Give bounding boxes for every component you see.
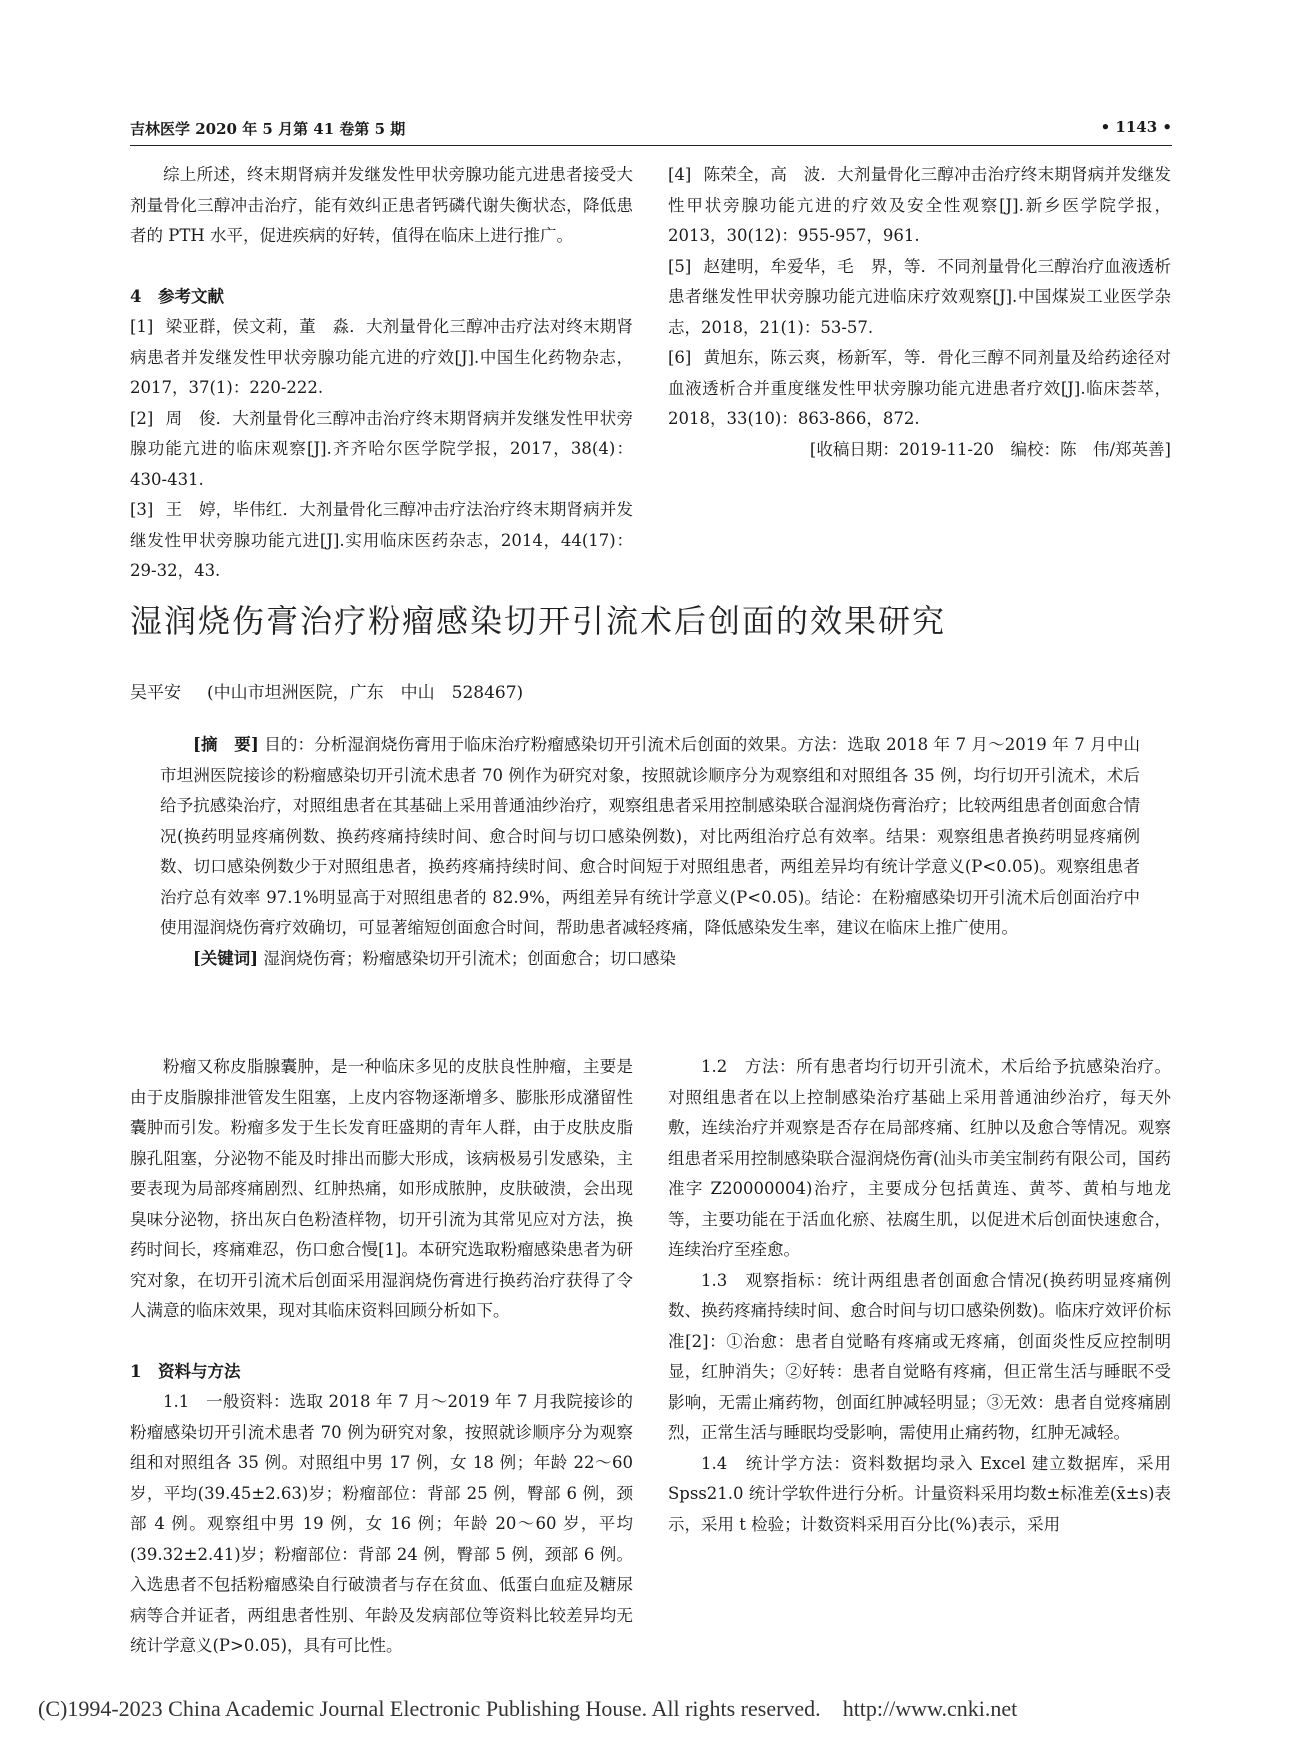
keywords-label: [关键词] bbox=[193, 948, 259, 968]
copyright-footer bbox=[38, 1696, 1268, 1722]
reference-item: [1] 梁亚群，侯文莉，董 淼．大剂量骨化三醇冲击疗法对终末期肾病患者并发继发性甲状旁腺功能亢进的疗效[J].中国生化药物杂志，2017，37(1)：220-222. bbox=[130, 317, 633, 397]
prev-article-right-column bbox=[668, 160, 1171, 465]
references-heading: 4 参考文献 bbox=[130, 286, 224, 306]
intro-paragraph: 粉瘤又称皮脂腺囊肿，是一种临床多见的皮肤良性肿瘤，主要是由于皮脂腺排泄管发生阻塞，上皮内容物逐渐增多、膨胀形成潴留性囊肿而引发。粉瘤多发于生长发育旺盛期的青年人群，由于皮肤皮脂腺孔阻塞，分泌物不能及时排出而膨大形成，该病极易引发感染，主要表现为局部疼痛剧烈、红肿热痛，如形成脓肿，皮肤破溃，会出现臭味分泌物，挤出灰白色粉渣样物，切开引流为其常见应对方法，换药时间长，疼痛难忍，伤口愈合慢[1]。本研究选取粉瘤感染患者为研究对象，在切开引流术后创面采用湿润烧伤膏进行换药治疗获得了令人满意的临床效果，现对其临床资料回顾分析如下。 bbox=[130, 1057, 633, 1320]
section-1-2: 1.2 方法：所有患者均行切开引流术，术后给予抗感染治疗。对照组患者在以上控制感染治疗基础上采用普通油纱治疗，每天外敷，连续治疗并观察是否存在局部疼痛、红肿以及愈合等情况。观察组患者采用控制感染联合湿润烧伤膏(汕头市美宝制药有限公司，国药准字 Z20000004)治疗，主要成分包括黄连、黄芩、黄柏与地龙等，主要功能在于活血化瘀、祛腐生肌，以促进术后创面快速愈合，连续治疗至痊愈。 bbox=[668, 1057, 1171, 1259]
author-name: 吴平安 bbox=[130, 683, 181, 703]
reference-item: [6] 黄旭东，陈云爽，杨新军，等．骨化三醇不同剂量及给药途径对血液透析合并重度继发性甲状旁腺功能亢进患者疗效[J].临床荟萃，2018，33(10)：863-866，872. bbox=[668, 348, 1171, 428]
author-affiliation: (中山市坦洲医院，广东 中山 528467) bbox=[207, 683, 524, 703]
section-1-4: 1.4 统计学方法：资料数据均录入 Excel 建立数据库，采用 Spss21.0 统计学软件进行分析。计量资料采用均数±标准差(x̄±s)表示，采用 t 检验；计数资料采用百分比(%)表示，采用 bbox=[668, 1453, 1171, 1534]
body-left-column bbox=[130, 1052, 633, 1662]
prev-conclusion: 综上所述，终末期肾病并发继发性甲状旁腺功能亢进患者接受大剂量骨化三醇冲击治疗，能有效纠正患者钙磷代谢失衡状态，降低患者的 PTH 水平，促进疾病的好转，值得在临床上进行推广。 bbox=[130, 165, 633, 245]
keywords bbox=[160, 944, 1140, 975]
abstract bbox=[160, 730, 1140, 944]
reference-item: [2] 周 俊．大剂量骨化三醇冲击治疗终末期肾病并发继发性甲状旁腺功能亢进的临床观察[J].齐齐哈尔医学院学报，2017，38(4)：430-431. bbox=[130, 408, 633, 489]
received-date-note: [收稿日期：2019-11-20 编校：陈 伟/郑英善] bbox=[809, 439, 1171, 459]
reference-item: [3] 王 婷，毕伟红．大剂量骨化三醇冲击疗法治疗终末期肾病并发继发性甲状旁腺功能亢进[J].实用临床医药杂志，2014，44(17)：29-32，43. bbox=[130, 500, 633, 580]
copyright-text: (C)1994-2023 China Academic Journal Electronic Publishing House. All rights reserved. bbox=[38, 1696, 821, 1721]
section-1-3: 1.3 观察指标：统计两组患者创面愈合情况(换药明显疼痛例数、换药疼痛持续时间、愈合时间与切口感染例数)。临床疗效评价标准[2]：①治愈：患者自觉略有疼痛或无疼痛，创面炎性反应控制明显，红肿消失；②好转：患者自觉略有疼痛，但正常生活与睡眠不受影响，无需止痛药物，创面红肿减轻明显；③无效：患者自觉疼痛剧烈，正常生活与睡眠均受影响，需使用止痛药物，红肿无减轻。 bbox=[668, 1270, 1171, 1442]
body-right-column bbox=[668, 1052, 1171, 1540]
abstract-label: [摘 要] bbox=[193, 735, 259, 754]
prev-article-left-column bbox=[130, 160, 633, 587]
journal-info: 吉林医学 2020 年 5 月第 41 卷第 5 期 bbox=[130, 120, 406, 138]
reference-item: [5] 赵建明，牟爱华，毛 界，等．不同剂量骨化三醇治疗血液透析患者继发性甲状旁腺功能亢进临床疗效观察[J].中国煤炭工业医学杂志，2018，21(1)：53-57. bbox=[668, 256, 1171, 337]
keywords-text: 湿润烧伤膏；粉瘤感染切开引流术；创面愈合；切口感染 bbox=[263, 948, 676, 968]
abstract-text: 目的：分析湿润烧伤膏用于临床治疗粉瘤感染切开引流术后创面的效果。方法：选取 2018 年 7 月～2019 年 7 月中山市坦洲医院接诊的粉瘤感染切开引流术患者 70 例作为研究对象，按照就诊顺序分为观察组和对照组各 35 例，均行切开引流术，术后给予抗感染治疗，对照组患者在其基础上采用普通油纱治疗，观察组患者采用控制感染联合湿润烧伤膏治疗；比较两组患者创面愈合情况(换药明显疼痛例数、换药疼痛持续时间、愈合时间与切口感染例数)，对比两组治疗总有效率。结果：观察组患者换药明显疼痛例数、切口感染例数少于对照组患者，换药疼痛持续时间、愈合时间短于对照组患者，两组差异均有统计学意义(P<0.05)。观察组患者治疗总有效率 97.1%明显高于对照组患者的 82.9%，两组差异有统计学意义(P<0.05)。结论：在粉瘤感染切开引流术后创面治疗中使用湿润烧伤膏疗效确切，可显著缩短创面愈合时间，帮助患者减轻疼痛，降低感染发生率，建议在临床上推广使用。 bbox=[160, 735, 1140, 937]
cnki-link[interactable]: http://www.cnki.net bbox=[842, 1696, 1018, 1721]
running-header bbox=[130, 118, 1172, 146]
article-title: 湿润烧伤膏治疗粉瘤感染切开引流术后创面的效果研究 bbox=[130, 602, 947, 640]
page-number: • 1143 • bbox=[1100, 118, 1172, 136]
reference-item: [4] 陈荣全，高 波．大剂量骨化三醇冲击治疗终末期肾病并发继发性甲状旁腺功能亢进的疗效及安全性观察[J].新乡医学院学报，2013，30(12)：955-957，961. bbox=[668, 165, 1171, 245]
abstract-block bbox=[160, 730, 1140, 974]
author-line bbox=[130, 678, 1172, 703]
section-heading: 1 资料与方法 bbox=[130, 1361, 241, 1381]
section-1-1: 1.1 一般资料：选取 2018 年 7 月～2019 年 7 月我院接诊的粉瘤感染切开引流术患者 70 例为研究对象，按照就诊顺序分为观察组和对照组各 35 例。对照组中男 17 例，女 18 例；年龄 22～60 岁，平均(39.45±2.63)岁；粉瘤部位：背部 25 例，臀部 6 例，颈部 4 例。观察组中男 19 例，女 16 例；年龄 20～60 岁，平均(39.32±2.41)岁；粉瘤部位：背部 24 例，臀部 5 例，颈部 6 例。入选患者不包括粉瘤感染自行破溃者与存在贫血、低蛋白血症及糖尿病等合并证者，两组患者性别、年龄及发病部位等资料比较差异均无统计学意义(P>0.05)，具有可比性。 bbox=[130, 1392, 633, 1655]
